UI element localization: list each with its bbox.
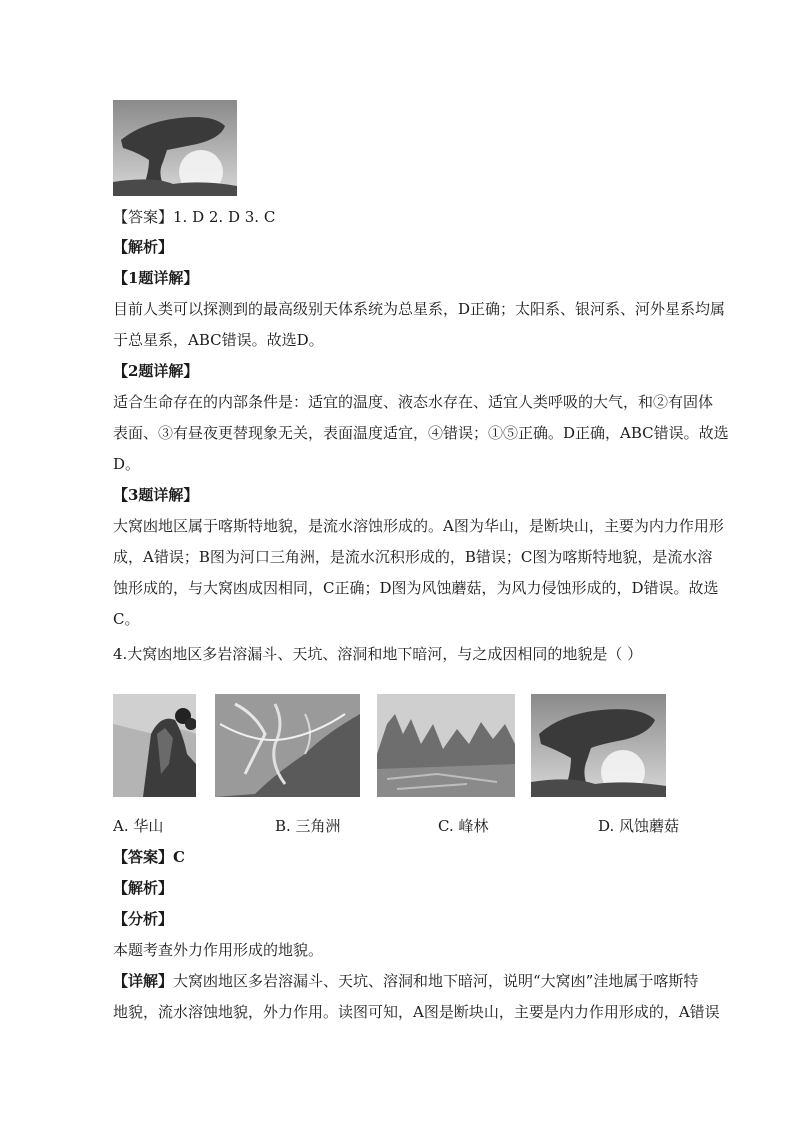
- answer-line-1: 【答案】1. D 2. D 3. C: [113, 208, 276, 226]
- analysis-sub-label: 【分析】: [113, 910, 174, 928]
- q3-line-1: 大窝凼地区属于喀斯特地貌，是流水溶蚀形成的。A图为华山，是断块山，主要为内力作用形: [113, 517, 724, 535]
- option-d-label: D. 风蚀蘑菇: [598, 817, 680, 835]
- huashan-photo: [113, 694, 196, 797]
- detail-line-2: 地貌，流水溶蚀地貌，外力作用。读图可知，A图是断块山，主要是内力作用形成的，A错误: [113, 1003, 720, 1021]
- peak-forest-photo: [377, 694, 515, 797]
- q3-line-3: 蚀形成的，与大窝凼成因相同，C正确；D图为风蚀蘑菇，为风力侵蚀形成的，D错误。故选: [113, 579, 719, 597]
- q3-line-2: 成，A错误；B图为河口三角洲，是流水沉积形成的，B错误；C图为喀斯特地貌，是流水溶: [113, 548, 713, 566]
- q3-line-4: C。: [113, 610, 140, 628]
- q3-label: 【3题详解】: [113, 486, 199, 504]
- detail-line-1: [113, 971, 699, 991]
- q1-line-2: 于总星系，ABC错误。故选D。: [113, 331, 324, 349]
- analysis-text: 本题考查外力作用形成的地貌。: [113, 941, 324, 959]
- option-a-label: A. 华山: [113, 817, 164, 835]
- q2-line-2: 表面、③有昼夜更替现象无关，表面温度适宜，④错误；①⑤正确。D正确，ABC错误。故选: [113, 424, 729, 442]
- option-c-label: C. 峰林: [438, 817, 489, 835]
- mushroom-rock-photo: [531, 694, 666, 797]
- answer-line-4: 【答案】C: [113, 848, 185, 866]
- detail-text-1: 大窝凼地区多岩溶漏斗、天坑、溶洞和地下暗河，说明“大窝凼”洼地属于喀斯特: [173, 972, 699, 990]
- q2-line-3: D。: [113, 455, 141, 473]
- delta-photo: [215, 694, 360, 797]
- mushroom-rock-photo-top: [113, 100, 237, 196]
- analysis-label-1: 【解析】: [113, 238, 174, 256]
- analysis-label-4: 【解析】: [113, 879, 174, 897]
- q1-line-1: 目前人类可以探测到的最高级别天体系统为总星系，D正确；太阳系、银河系、河外星系均属: [113, 300, 726, 318]
- question-4-stem: 4.大窝凼地区多岩溶漏斗、天坑、溶洞和地下暗河，与之成因相同的地貌是（ ）: [113, 645, 643, 663]
- q1-label: 【1题详解】: [113, 269, 199, 287]
- detail-label: 【详解】: [113, 972, 174, 990]
- q2-label: 【2题详解】: [113, 362, 199, 380]
- option-b-label: B. 三角洲: [275, 817, 341, 835]
- q2-line-1: 适合生命存在的内部条件是：适宜的温度、液态水存在、适宜人类呼吸的大气，和②有固体: [113, 393, 714, 411]
